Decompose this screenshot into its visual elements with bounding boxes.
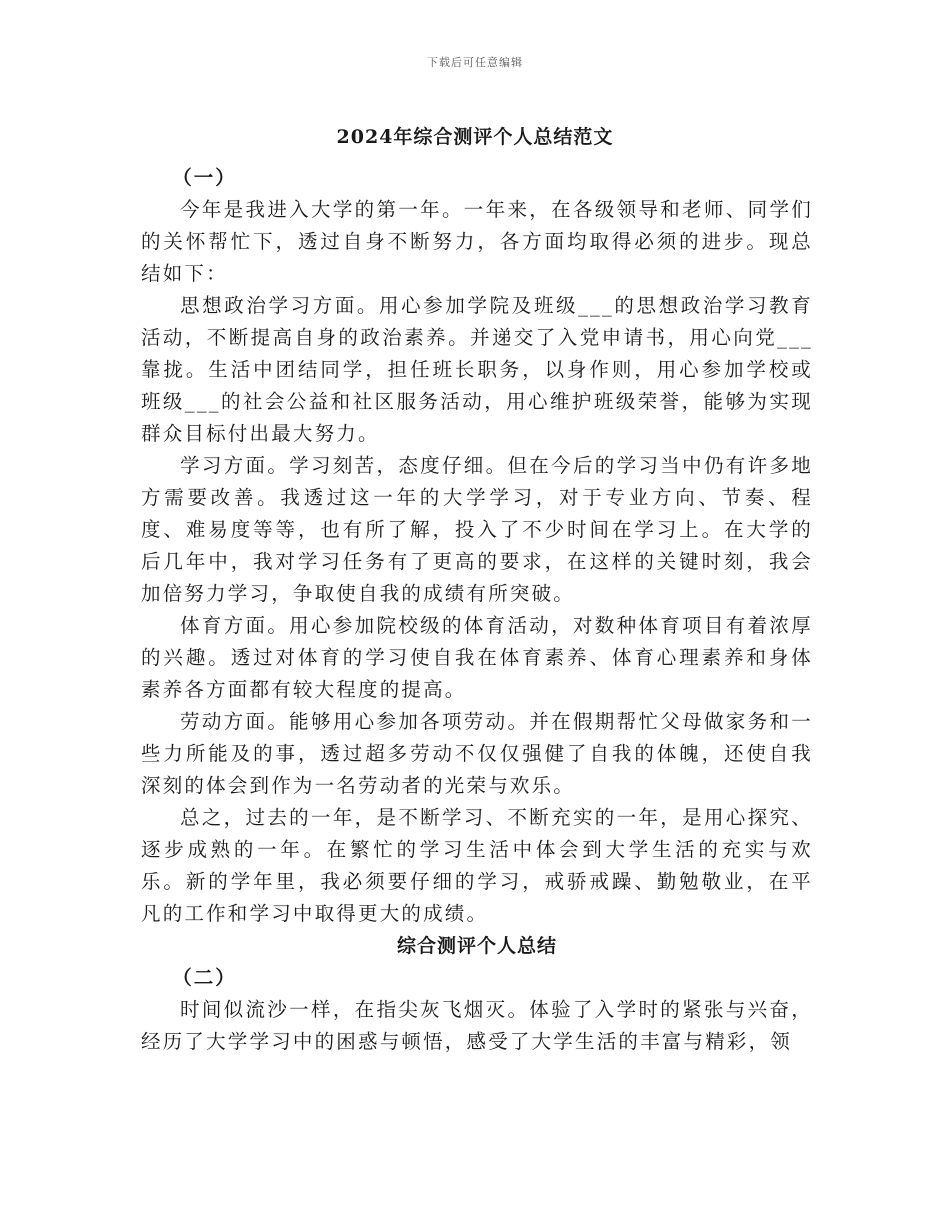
- section-label-1: （一）: [172, 166, 237, 189]
- paragraph-intro: 今年是我进入大学的第一年。一年来，在各级领导和老师、同学们的关怀帮忙下，透过自身不断努力，各方面均取得必须的进步。现总结如下：: [141, 198, 813, 285]
- page-header-note: 下载后可任意编辑: [427, 56, 523, 69]
- section-subtitle: 综合测评个人总结: [396, 935, 557, 957]
- document-title: 2024年综合测评个人总结范文: [336, 126, 614, 148]
- paragraph-labor: 劳动方面。能够用心参加各项劳动。并在假期帮忙父母做家务和一些力所能及的事，透过超多劳动不仅仅强健了自我的体魄，还使自我深刻的体会到作为一名劳动者的光荣与欢乐。: [141, 710, 813, 797]
- paragraph-time: 时间似流沙一样，在指尖灰飞烟灭。体验了入学时的紧张与兴奋，经历了大学学习中的困惑与顿悟，感受了大学生活的丰富与精彩，领: [141, 998, 813, 1053]
- section-label-2: （二）: [172, 966, 237, 989]
- paragraph-sports: 体育方面。用心参加院校级的体育活动，对数种体育项目有着浓厚的兴趣。透过对体育的学习使自我在体育素养、体育心理素养和身体素养各方面都有较大程度的提高。: [141, 614, 813, 701]
- paragraph-study: 学习方面。学习刻苦，态度仔细。但在今后的学习当中仍有许多地方需要改善。我透过这一年的大学学习，对于专业方向、节奏、程度、难易度等等，也有所了解，投入了不少时间在学习上。在大学的后几年中，我对学习任务有了更高的要求，在这样的关键时刻，我会加倍努力学习，争取使自我的成绩有所突破。: [141, 454, 813, 605]
- document-body: [141, 162, 813, 1058]
- paragraph-conclusion: 总之，过去的一年，是不断学习、不断充实的一年，是用心探究、逐步成熟的一年。在繁忙的学习生活中体会到大学生活的充实与欢乐。新的学年里，我必须要仔细的学习，戒骄戒躁、勤勉敬业，在平凡的工作和学习中取得更大的成绩。: [141, 806, 813, 925]
- paragraph-politics: 思想政治学习方面。用心参加学院及班级___的思想政治学习教育活动，不断提高自身的政治素养。并递交了入党申请书，用心向党___靠拢。生活中团结同学，担任班长职务，以身作则，用心参加学校或班级___的社会公益和社区服务活动，用心维护班级荣誉，能够为实现群众目标付出最大努力。: [141, 294, 813, 445]
